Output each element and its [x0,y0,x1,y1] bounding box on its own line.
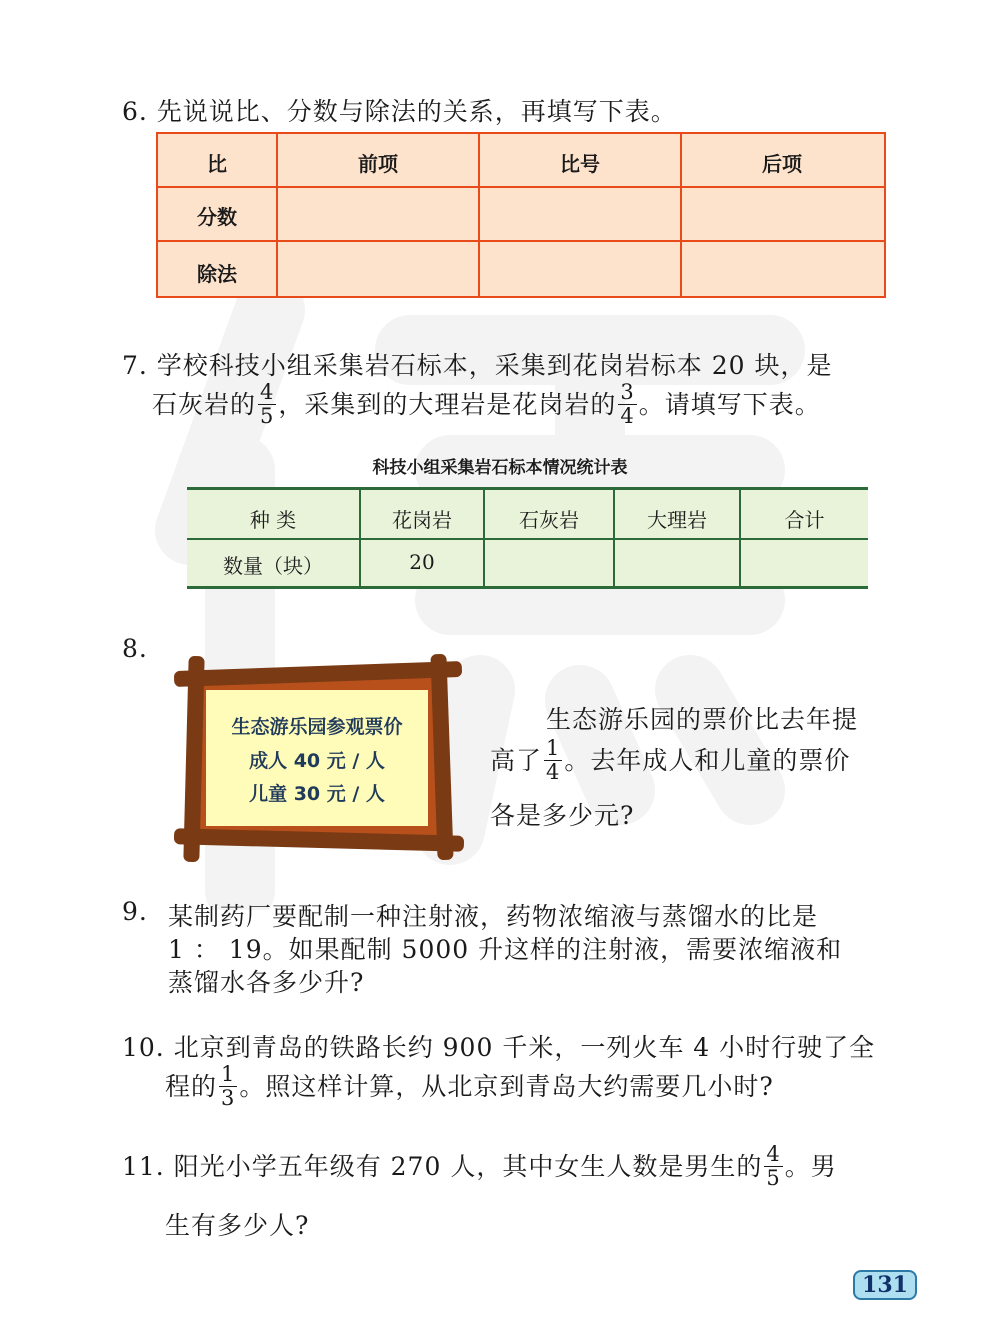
question-10-text: 。照这样计算，从北京到青岛大约需要几小时? [239,1072,774,1101]
fraction-one-third: $\frac{1}{3}$ [221,1062,236,1110]
question-10-line1: 10. 北京到青岛的铁路长约 900 千米，一列火车 4 小时行驶了全 [122,1033,876,1062]
rock-table-row-quantity: 数量（块） [223,554,323,578]
question-8-text: 高了 [490,746,543,775]
question-7-text: 石灰岩的 [152,390,257,419]
rock-table-header-total: 合计 [784,508,825,532]
sign-adult-price: 成人 40 元 / 人 [249,750,385,772]
question-11-text: 。男 [784,1152,837,1181]
question-8-text: 。去年成人和儿童的票价 [564,746,851,775]
fraction-four-fifths: $\frac{4}{5}$ [766,1142,781,1190]
question-7-line2 [152,380,821,429]
fraction-three-fourths: $\frac{3}{4}$ [620,380,635,428]
question-9-line3: 蒸馏水各多少升? [168,968,365,997]
fraction-four-fifths: $\frac{4}{5}$ [260,380,275,428]
question-8-line2 [490,736,851,785]
ratio-table-row-division: 除法 [197,262,237,286]
fraction-one-fourth: $\frac{1}{4}$ [546,736,561,784]
question-10-text: 程的 [165,1072,218,1101]
question-6-text: 6. 先说说比、分数与除法的关系，再填写下表。 [122,97,677,126]
question-9-line2: 1 ： 19。如果配制 5000 升这样的注射液，需要浓缩液和 [168,935,843,964]
ratio-table-row-fraction: 分数 [197,205,237,229]
question-7-text: 。请填写下表。 [638,390,821,419]
ratio-table [156,132,886,298]
question-11-text: 11. 阳光小学五年级有 270 人，其中女生人数是男生的 [122,1152,763,1181]
ratio-table-header-consequent: 后项 [762,152,802,176]
rock-table-header-type: 种 类 [249,508,297,532]
question-11-line1 [122,1142,837,1191]
sign-child-price: 儿童 30 元 / 人 [249,783,385,805]
ratio-table-header-antecedent: 前项 [358,152,398,176]
question-11-line2: 生有多少人? [165,1211,310,1240]
question-9-number: 9. [122,897,148,926]
sign-title: 生态游乐园参观票价 [231,716,403,738]
question-7-text: ，采集到的大理岩是花岗岩的 [278,390,617,419]
question-8-line3: 各是多少元? [490,801,635,830]
question-8-number: 8. [122,634,148,663]
rock-table-header-granite: 花岗岩 [392,508,452,532]
ticket-price-sign [168,652,468,864]
question-9-line1: 某制药厂要配制一种注射液，药物浓缩液与蒸馏水的比是 [168,902,819,931]
question-8-line1: 生态游乐园的票价比去年提 [546,705,859,734]
rock-table-cell-granite: 20 [409,550,435,574]
question-10-line2 [165,1062,774,1111]
page-number: 131 [853,1270,917,1300]
rock-table-header-limestone: 石灰岩 [519,508,579,532]
question-7-line1: 7. 学校科技小组采集岩石标本，采集到花岗岩标本 20 块，是 [122,351,833,380]
rock-table-header-marble: 大理岩 [647,508,707,532]
ratio-table-header-ratio-sign: 比号 [560,152,600,176]
ratio-table-header-ratio: 比 [207,152,227,176]
rock-sample-table [187,487,868,589]
rock-table-title: 科技小组采集岩石标本情况统计表 [372,458,628,478]
